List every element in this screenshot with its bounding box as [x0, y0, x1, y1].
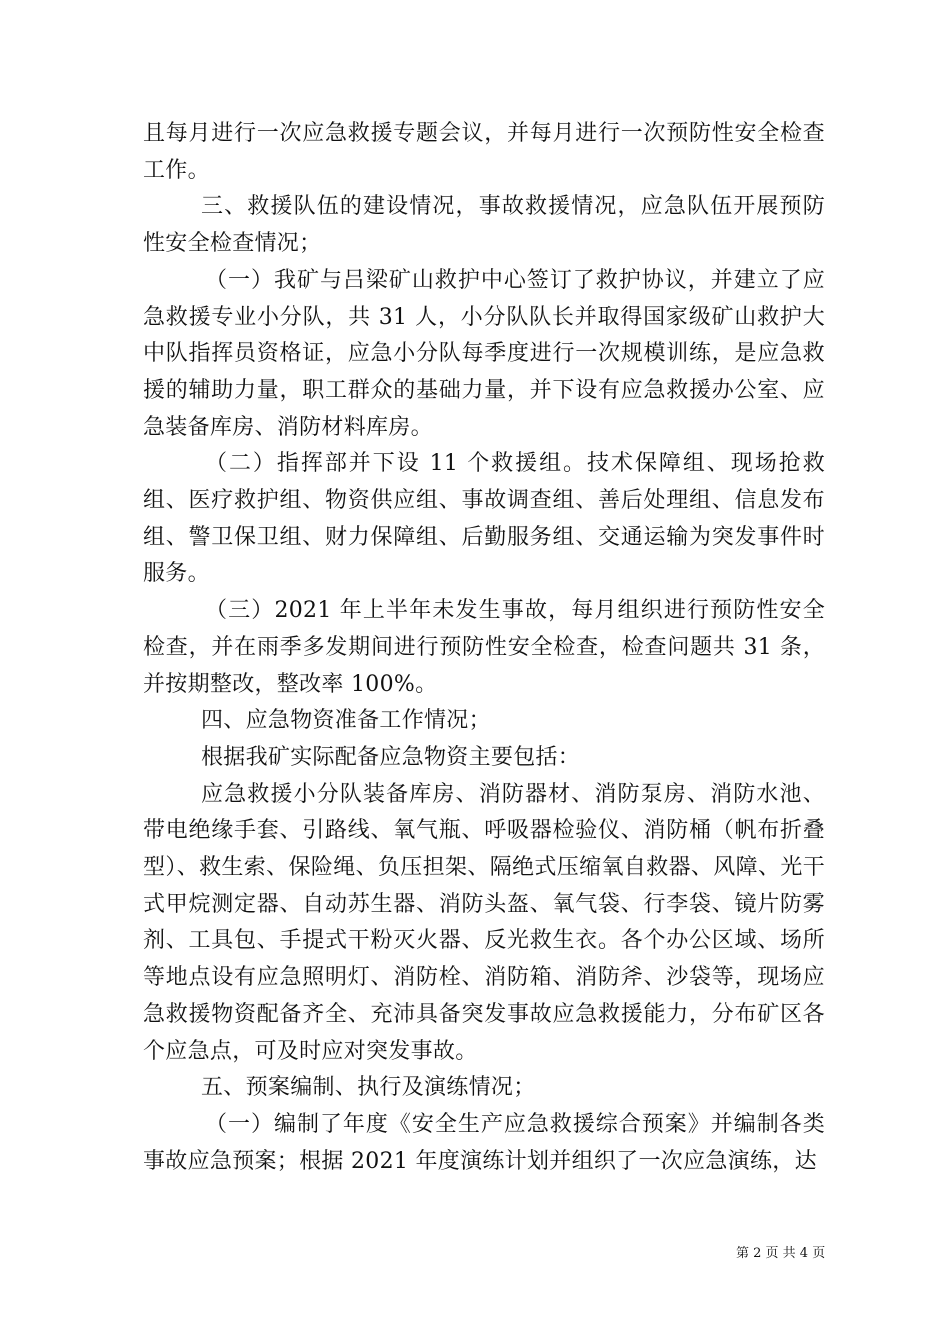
paragraph-materials-intro: 根据我矿实际配备应急物资主要包括：: [201, 744, 581, 770]
document-body: [143, 116, 825, 1180]
section-three-heading: 三、救援队伍的建设情况，事故救援情况，应急队伍开展预防性安全检查情况；: [143, 194, 825, 257]
paragraph-rescue-groups: （二）指挥部并下设 11 个救援组。技术保障组、现场抢救组、医疗救护组、物资供应组、事故调查组、善后处理组、信息发布组、警卫保卫组、财力保障组、后勤服务组、交通运输为突发事件时服务。: [143, 451, 825, 587]
paragraph-safety-inspection: （三）2021 年上半年未发生事故，每月组织进行预防性安全检查，并在雨季多发期间进行预防性安全检查，检查问题共 31 条，并按期整改，整改率 100%。: [143, 598, 825, 697]
paragraph-rescue-agreement: （一）我矿与吕梁矿山救护中心签订了救护协议，并建立了应急救援专业小分队，共 31 人，小分队队长并取得国家级矿山救护大中队指挥员资格证，应急小分队每季度进行一次规模训练，是应急救援的辅助力量，职工群众的基础力量，并下设有应急救援办公室、应急装备库房、消防材料库房。: [143, 267, 825, 440]
paragraph-materials-list: 应急救援小分队装备库房、消防器材、消防泵房、消防水池、带电绝缘手套、引路线、氧气瓶、呼吸器检验仪、消防桶（帆布折叠型）、救生索、保险绳、负压担架、隔绝式压缩氧自救器、风障、光干式甲烷测定器、自动苏生器、消防头盔、氧气袋、行李袋、镜片防雾剂、工具包、手提式干粉灭火器、反光救生衣。各个办公区域、场所等地点设有应急照明灯、消防栓、消防箱、消防斧、沙袋等，现场应急救援物资配备齐全、充沛具备突发事故应急救援能力，分布矿区各个应急点，可及时应对突发事故。: [143, 781, 825, 1064]
section-five-heading: 五、预案编制、执行及演练情况；: [201, 1075, 536, 1101]
section-four-heading: 四、应急物资准备工作情况；: [201, 708, 491, 734]
paragraph-continuation: 且每月进行一次应急救援专题会议，并每月进行一次预防性安全检查工作。: [143, 121, 825, 183]
paragraph-emergency-plan: （一）编制了年度《安全生产应急救援综合预案》并编制各类事故应急预案；根据 2021 年度演练计划并组织了一次应急演练，达: [143, 1111, 825, 1174]
page-number-footer: 第 2 页 共 4 页: [736, 1246, 826, 1261]
